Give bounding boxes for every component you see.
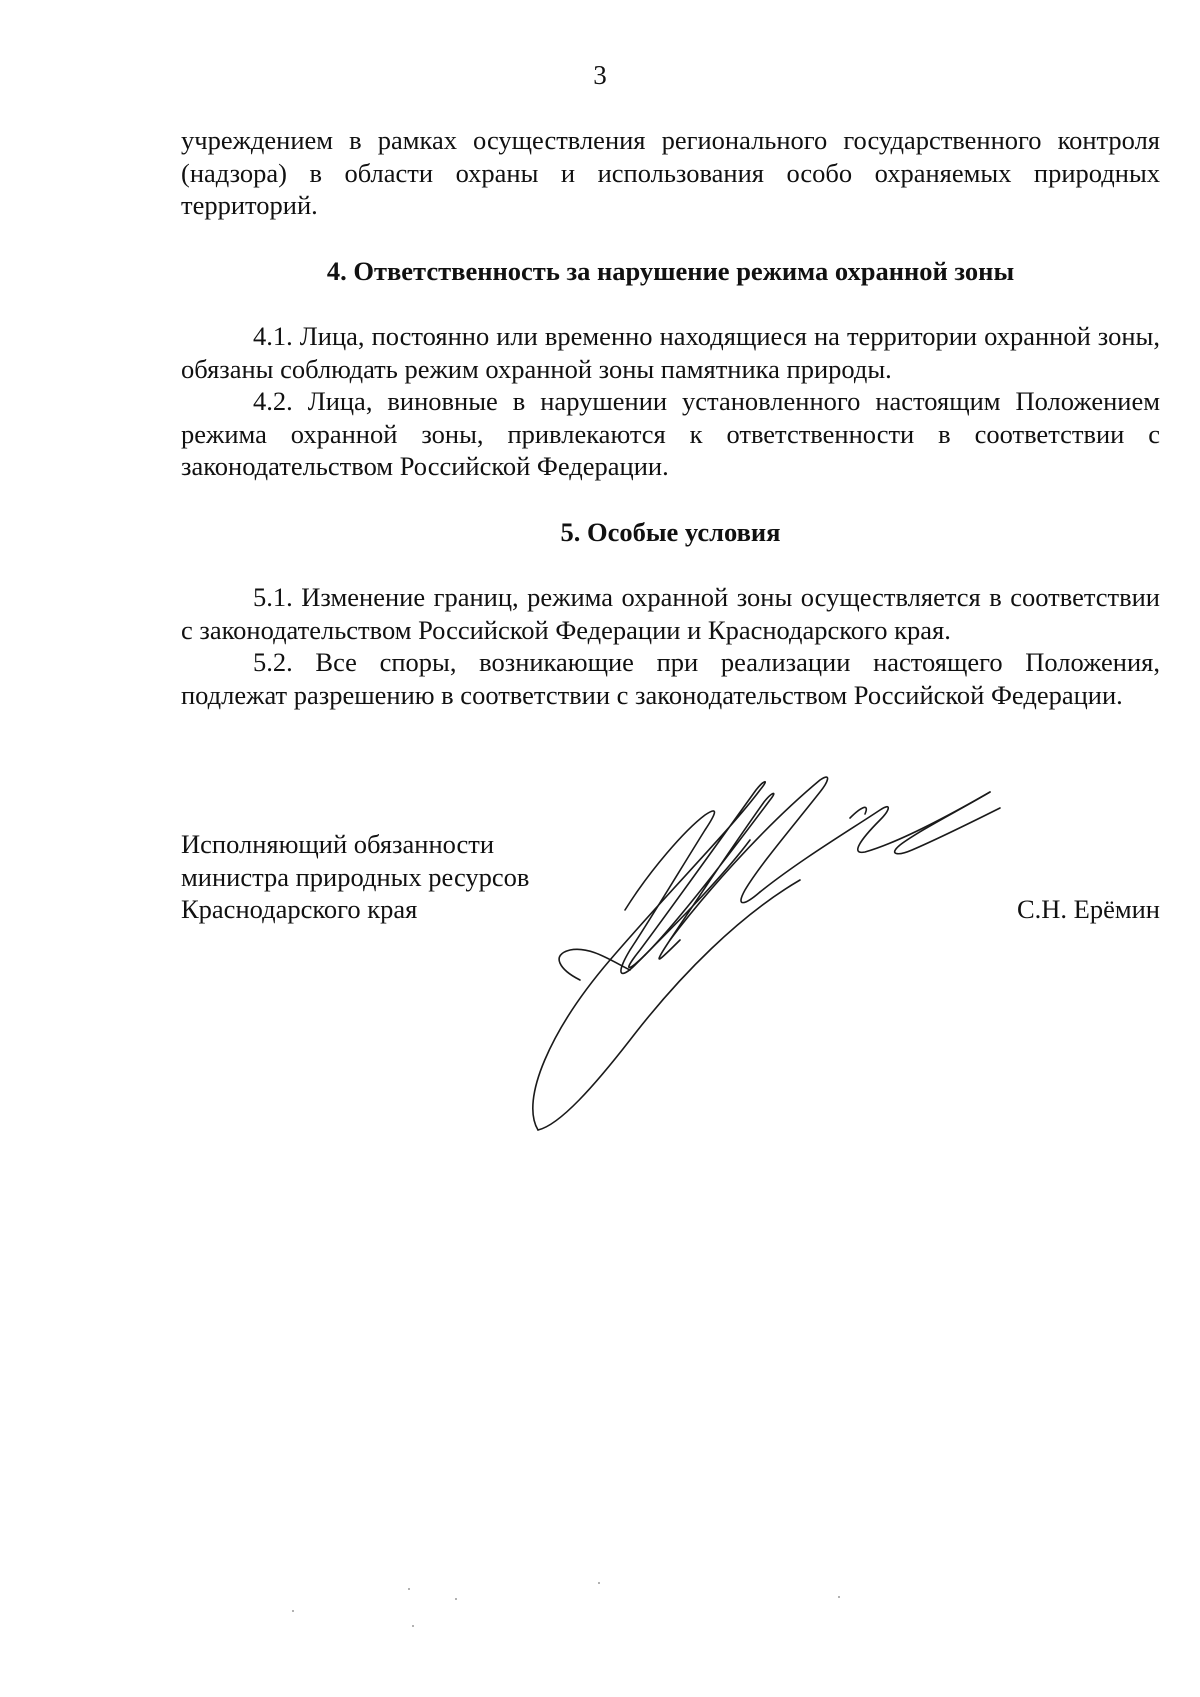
intro-paragraph: учреждением в рамках осуществления регионального государственного контроля (надзора) в области охраны и использования особо охраняемых природных территорий. [181,125,1160,220]
document-body [181,124,1160,711]
section-5-paragraph-1: 5.1. Изменение границ, режима охранной зоны осуществляется в соответствии с законодательством Российской Федерации и Краснодарского края. [181,582,1160,645]
section-5-paragraph-2: 5.2. Все споры, возникающие при реализации настоящего Положения, подлежат разрешению в соответствии с законодательством Российской Федерации. [181,647,1160,710]
handwritten-signature [520,770,1090,1140]
section-4-paragraph-1: 4.1. Лица, постоянно или временно находящиеся на территории охранной зоны, обязаны соблюдать режим охранной зоны памятника природы. [181,321,1160,384]
signatory-position [181,828,529,926]
signatory-position-line-2: министра природных ресурсов [181,861,530,892]
section-4-heading: 4. Ответственность за нарушение режима охранной зоны [326,255,1015,286]
scan-speck [292,1610,294,1612]
section-5-heading: 5. Особые условия [560,516,781,547]
signatory-position-line-1: Исполняющий обязанности [181,829,495,859]
scan-speck [412,1625,414,1627]
section-4-paragraph-2: 4.2. Лица, виновные в нарушении установленного настоящим Положением режима охранной зоны, привлекаются к ответственности в соответствии с законодательством Российской Федерации. [181,386,1160,481]
scan-speck [838,1596,840,1598]
signatory-name: С.Н. Ерёмин [1016,894,1160,924]
scan-speck [598,1582,600,1584]
scan-speck [455,1598,457,1600]
signatory-position-line-3: Краснодарского края [181,894,418,924]
scan-speck [408,1588,410,1590]
page-number: 3 [593,60,607,90]
